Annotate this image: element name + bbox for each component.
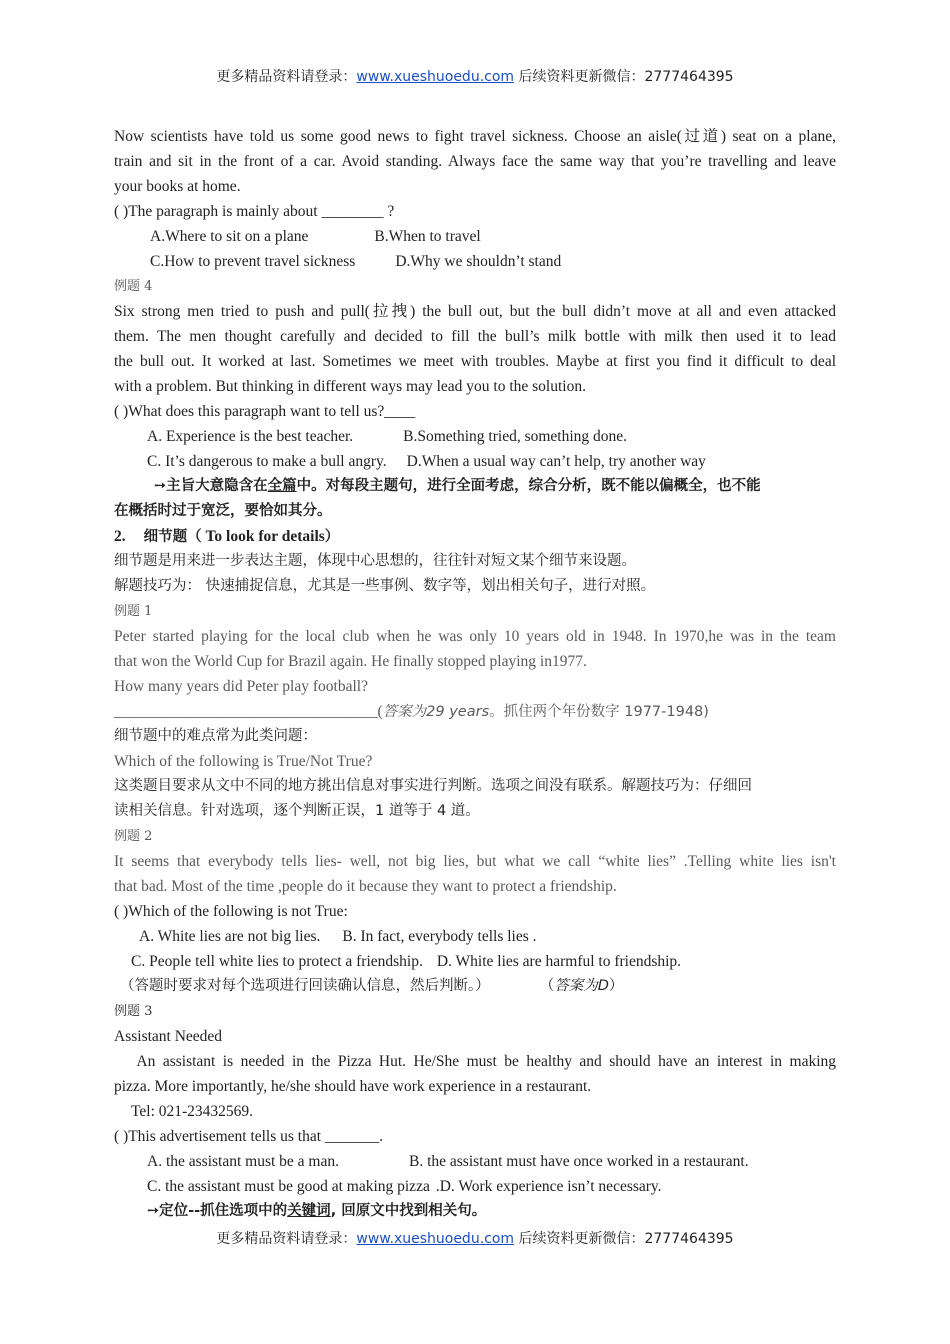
page-footer <box>0 1228 950 1248</box>
answer-instruction: （答题时要求对每个选项进行回读确认信息，然后判断。） <box>120 978 490 994</box>
ad-title: Assistant Needed <box>114 1028 223 1045</box>
tip-main-idea-cont: 在概括时过于宽泛，要恰如其分。 <box>114 503 332 519</box>
section-number: 2. <box>114 528 126 545</box>
question: ( )Which of the following is not True: <box>114 903 348 920</box>
tip-text: ➙定位--抓住选项中的 <box>147 1203 288 1219</box>
passage-line: Six strong men tried to push and pull(拉拽) the bull out, but the bull didn’t move at all and even attacked <box>114 303 836 320</box>
tip-main-idea <box>129 474 836 499</box>
options-row <box>114 249 836 274</box>
option-d: D.Why we shouldn’t stand <box>395 253 562 270</box>
options-row <box>114 449 836 474</box>
answer-line <box>114 699 836 724</box>
option-c: C. the assistant must be good at making pizza <box>147 1178 430 1195</box>
section-heading <box>114 524 836 549</box>
passage-line: An assistant is needed in the Pizza Hut. He/She must be healthy and should have an interest in making <box>114 1053 836 1070</box>
option-b: B.When to travel <box>374 228 481 245</box>
footer-prefix: 更多精品资料请登录： <box>216 1231 357 1247</box>
options-row <box>114 949 836 974</box>
question: ( )This advertisement tells us that _______. <box>114 1128 384 1145</box>
option-d: D.When a usual way can’t help, try another way <box>406 453 706 470</box>
option-b: B.Something tried, something done. <box>403 428 628 445</box>
option-a: A. White lies are not big lies. <box>139 928 321 945</box>
document-body <box>114 124 836 1224</box>
passage-line: Peter started playing for the local club when he was only 10 years old in 1948. In 1970,he was in the team <box>114 628 836 645</box>
question-type: Which of the following is True/Not True? <box>114 753 373 770</box>
example-label: 例题 3 <box>114 1004 153 1019</box>
options-row <box>114 924 836 949</box>
options-row <box>114 1174 836 1199</box>
option-d: .D. Work experience isn’t necessary. <box>435 1178 662 1195</box>
option-c: C. People tell white lies to protect a friendship. <box>131 953 423 970</box>
passage-line: It seems that everybody tells lies- well, not big lies, but what we call “white lies” .Telling white lies isn't <box>114 853 836 870</box>
section-description: 细节题是用来进一步表达主题，体现中心思想的，往往针对短文某个细节来设题。 <box>114 553 636 569</box>
section-skill: 解题技巧为： 快速捕捉信息，尤其是一些事例、数字等，划出相关句子，进行对照。 <box>114 578 656 594</box>
passage-line: them. The men thought carefully and decided to fill the bull’s milk bottle with milk then used it to lead <box>114 328 836 345</box>
tip-locate <box>114 1199 836 1224</box>
answer-paren: （ <box>539 978 555 994</box>
option-d: D. White lies are harmful to friendship. <box>436 953 682 970</box>
passage-line: the bull out. It worked at last. Sometimes we meet with troubles. Maybe at first you find it difficult to deal <box>114 353 836 370</box>
answer-paren: ( <box>377 703 383 720</box>
difficulty-intro: 细节题中的难点常为此类问题： <box>114 728 317 744</box>
passage-line: with a problem. But thinking in different ways may lead you to the solution. <box>114 378 586 395</box>
tip-emphasis: 关键词 <box>287 1203 331 1219</box>
tip-text: ➙主旨大意隐含在 <box>154 478 268 494</box>
section-title-end: ） <box>324 529 340 545</box>
difficulty-desc: 读相关信息。针对选项，逐个判断正误，1 道等于 4 道。 <box>114 803 480 819</box>
passage-line: pizza. More importantly, he/she should have work experience in a restaurant. <box>114 1078 592 1095</box>
options-row <box>114 224 836 249</box>
example-label: 例题 2 <box>114 829 153 844</box>
answer-paren: ） <box>608 978 624 994</box>
answer-note: 。抓住两个年份数字 1977-1948) <box>489 704 709 720</box>
header-prefix: 更多精品资料请登录： <box>216 69 357 85</box>
question: ( )What does this paragraph want to tell us?____ <box>114 403 416 420</box>
answer-blank: __________________________________ <box>114 703 378 720</box>
header-suffix: 后续资料更新微信：2777464395 <box>514 69 734 85</box>
section-title-en: To look for details <box>201 528 325 545</box>
answer-note-line <box>114 974 836 999</box>
footer-suffix: 后续资料更新微信：2777464395 <box>514 1231 734 1247</box>
ad-tel: Tel: 021-23432569. <box>131 1103 254 1120</box>
answer-text: 答案为D <box>554 978 609 994</box>
option-b: B. In fact, everybody tells lies . <box>342 928 537 945</box>
example-label: 例题 1 <box>114 604 153 619</box>
options-row <box>114 1149 836 1174</box>
header-website-link[interactable]: www.xueshuoedu.com <box>356 69 515 85</box>
difficulty-desc: 这类题目要求从文中不同的地方挑出信息对事实进行判断。选项之间没有联系。解题技巧为：仔细回 <box>114 778 752 794</box>
option-a: A. Experience is the best teacher. <box>147 428 354 445</box>
tip-text: 中。对每段主题句，进行全面考虑，综合分析，既不能以偏概全，也不能 <box>296 478 761 494</box>
passage-line: your books at home. <box>114 178 241 195</box>
option-a: A. the assistant must be a man. <box>147 1153 339 1170</box>
option-c: C. It’s dangerous to make a bull angry. <box>147 453 387 470</box>
passage-line: Now scientists have told us some good news to fight travel sickness. Choose an aisle(过道) seat on a plane, <box>114 128 836 145</box>
question: How many years did Peter play football? <box>114 678 368 695</box>
option-b: B. the assistant must have once worked in a restaurant. <box>409 1153 749 1170</box>
example-label: 例题 4 <box>114 279 153 294</box>
answer-text: 答案为29 years <box>382 704 490 720</box>
passage-line: that won the World Cup for Brazil again. He finally stopped playing in1977. <box>114 653 587 670</box>
passage-line: train and sit in the front of a car. Avoid standing. Always face the same way that you’re travelling and leave <box>114 153 836 170</box>
footer-website-link[interactable]: www.xueshuoedu.com <box>356 1231 515 1247</box>
question: ( )The paragraph is mainly about ________ ? <box>114 203 395 220</box>
tip-text: , 回原文中找到相关句。 <box>330 1203 487 1219</box>
page-header <box>0 66 950 86</box>
tip-emphasis: 全篇 <box>267 478 297 494</box>
options-row <box>114 424 836 449</box>
option-c: C.How to prevent travel sickness <box>150 253 356 270</box>
option-a: A.Where to sit on a plane <box>150 228 309 245</box>
section-title: 细节题（ <box>143 529 202 545</box>
passage-line: that bad. Most of the time ,people do it because they want to protect a friendship. <box>114 878 617 895</box>
